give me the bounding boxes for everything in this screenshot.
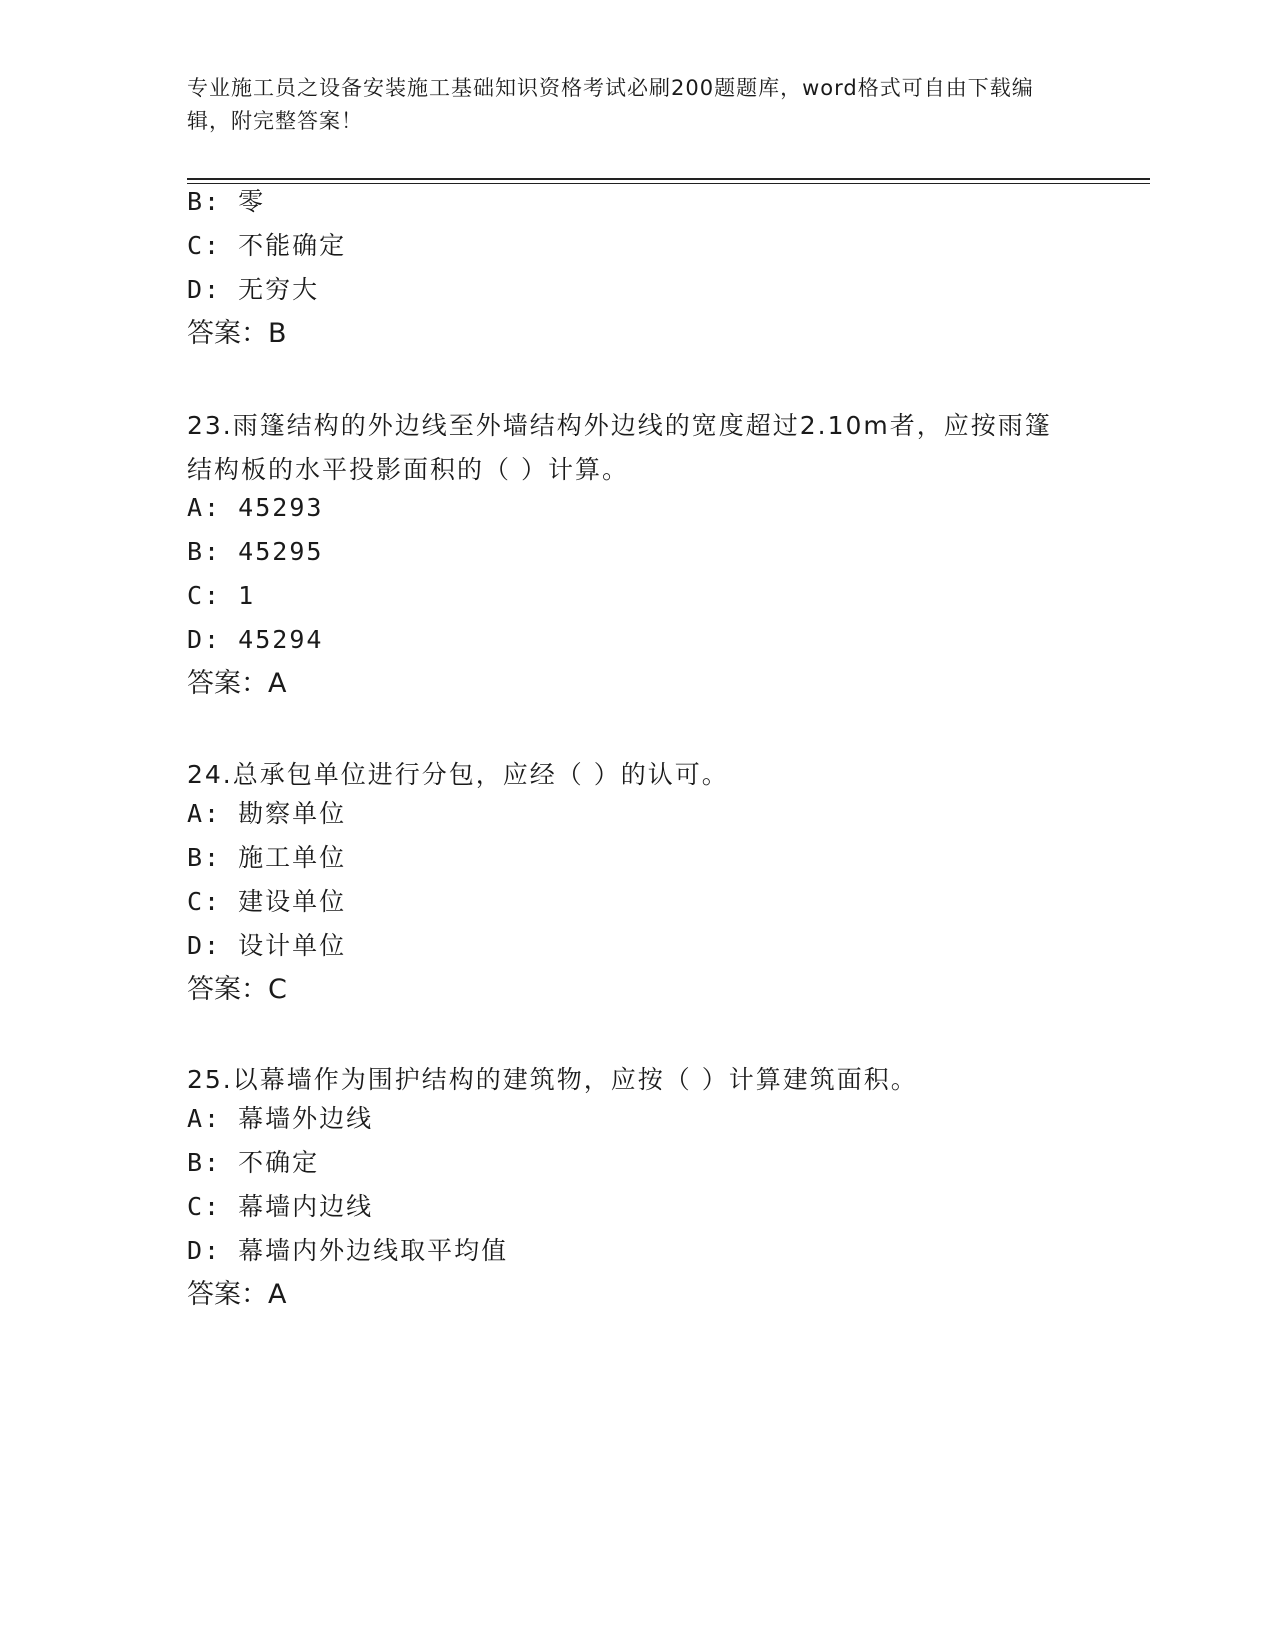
option-label: D:	[187, 625, 222, 654]
option-label: D:	[187, 931, 222, 960]
option-b	[187, 185, 265, 219]
option-text: 施工单位	[238, 843, 347, 872]
option-text: 幕墙外边线	[238, 1104, 374, 1133]
option-a	[187, 797, 346, 831]
question-text: 25.以幕墙作为围护结构的建筑物，应按（ ）计算建筑面积。	[187, 1065, 918, 1094]
option-label: D:	[187, 275, 222, 304]
option-b	[187, 841, 346, 875]
option-text: 无穷大	[238, 275, 320, 304]
option-text: 45293	[238, 493, 324, 522]
option-text: 幕墙内外边线取平均值	[238, 1236, 509, 1265]
question-text: 24.总承包单位进行分包，应经（ ）的认可。	[187, 760, 729, 789]
option-label: A:	[187, 493, 222, 522]
option-d	[187, 273, 319, 307]
option-text: 45294	[238, 625, 324, 654]
option-text: 勘察单位	[238, 799, 347, 828]
option-label: B:	[187, 537, 222, 566]
option-d	[187, 929, 346, 963]
answer-line: 答案：A	[187, 1279, 287, 1310]
option-label: A:	[187, 1104, 222, 1133]
option-text: 1	[238, 581, 256, 610]
option-label: C:	[187, 231, 222, 260]
option-label: C:	[187, 887, 222, 916]
option-label: B:	[187, 843, 222, 872]
option-c	[187, 1190, 373, 1224]
option-text: 设计单位	[238, 931, 347, 960]
option-a	[187, 1102, 373, 1136]
option-label: B:	[187, 1148, 222, 1177]
option-text: 不能确定	[238, 231, 347, 260]
option-text: 幕墙内边线	[238, 1192, 374, 1221]
option-text: 零	[238, 187, 266, 216]
option-b	[187, 535, 323, 569]
option-label: C:	[187, 581, 222, 610]
option-text: 不确定	[238, 1148, 320, 1177]
option-label: A:	[187, 799, 222, 828]
answer-line: 答案：B	[187, 318, 287, 349]
option-c	[187, 885, 346, 919]
option-b	[187, 1146, 319, 1180]
header-divider-thin	[187, 183, 1150, 184]
option-label: D:	[187, 1236, 222, 1265]
option-c	[187, 579, 255, 613]
option-text: 45295	[238, 537, 324, 566]
header-divider-thick	[187, 178, 1150, 180]
option-d	[187, 1234, 508, 1268]
option-text: 建设单位	[238, 887, 347, 916]
option-a	[187, 491, 323, 525]
option-label: B:	[187, 187, 222, 216]
option-label: C:	[187, 1192, 222, 1221]
option-c	[187, 229, 346, 263]
document-header: 专业施工员之设备安装施工基础知识资格考试必刷200题题库，word格式可自由下载编辑，附完整答案！	[187, 76, 1034, 133]
question-text: 23.雨篷结构的外边线至外墙结构外边线的宽度超过2.10m者，应按雨篷结构板的水平投影面积的（ ）计算。	[187, 411, 1052, 484]
answer-line: 答案：C	[187, 974, 287, 1005]
answer-line: 答案：A	[187, 668, 287, 699]
option-d	[187, 623, 323, 657]
